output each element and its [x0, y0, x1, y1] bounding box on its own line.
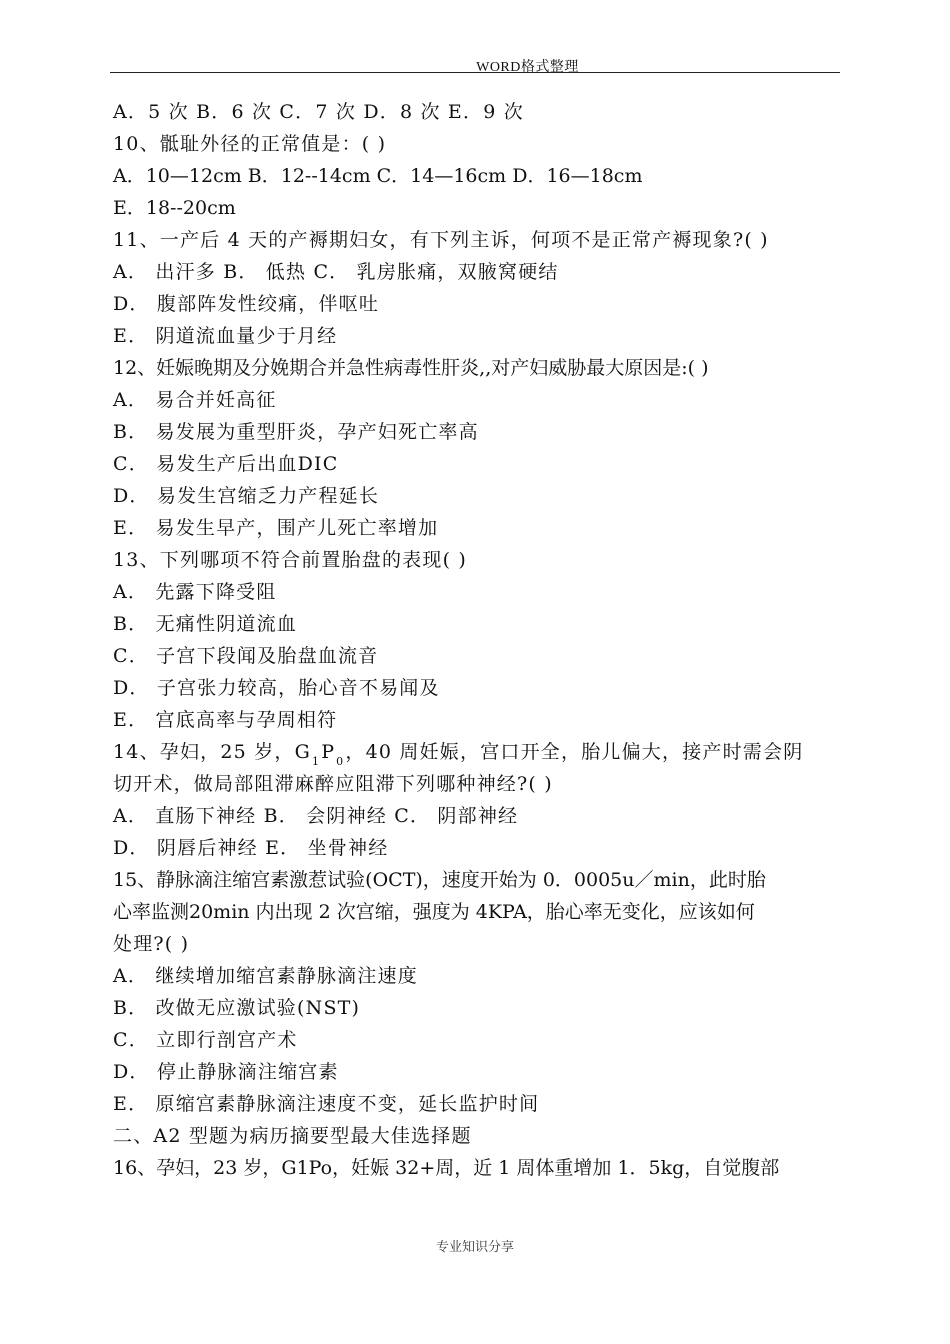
q9-options: A．5 次 B．6 次 C．7 次 D．8 次 E．9 次 — [113, 101, 524, 123]
q14-para-letter: P — [321, 741, 336, 763]
q11-option-e: E． 阴道流血量少于月经 — [113, 325, 338, 347]
q13-stem: 13、下列哪项不符合前置胎盘的表现( ) — [113, 549, 468, 571]
q14-stem-suffix: ，40 周妊娠，宫口开全，胎儿偏大，接产时需会阴 — [345, 741, 804, 763]
q15-option-b: B． 改做无应激试验(NST) — [113, 997, 361, 1019]
q14-gravida-subscript: 1 — [311, 755, 321, 768]
q14-stem-line-2: 切开术，做局部阻滞麻醉应阻滞下列哪种神经?( ) — [113, 773, 553, 795]
page-footer: 专业知识分享 — [435, 1240, 514, 1255]
q15-option-e: E． 原缩宫素静脉滴注速度不变，延长监护时间 — [113, 1093, 540, 1115]
q14-options-line-1: A． 直肠下神经 B． 会阴神经 C． 阴部神经 — [113, 805, 519, 827]
page-header-title: WORD格式整理 — [476, 60, 579, 75]
q15-stem-line-1: 15、静脉滴注缩宫素激惹试验(OCT)，速度开始为 0．0005u／min，此时胎 — [113, 869, 766, 891]
q15-stem-line-3: 处理?( ) — [113, 933, 190, 955]
q14-options-line-2: D． 阴唇后神经 E． 坐骨神经 — [113, 837, 389, 859]
q13-option-c: C． 子宫下段闻及胎盘血流音 — [113, 645, 379, 667]
q10-options-line-2: E．18--20cm — [113, 197, 236, 219]
q12-option-e: E． 易发生早产，围产儿死亡率增加 — [113, 517, 439, 539]
q14-para-subscript: 0 — [336, 755, 345, 768]
q14-stem-prefix: 14、孕妇，25 岁，G — [113, 741, 311, 763]
q12-option-c: C． 易发生产后出血DIC — [113, 453, 339, 475]
q15-option-d: D． 停止静脉滴注缩宫素 — [113, 1061, 339, 1083]
q13-option-d: D． 子宫张力较高，胎心音不易闻及 — [113, 677, 440, 699]
section-a2-heading: 二、A2 型题为病历摘要型最大佳选择题 — [113, 1125, 472, 1147]
header-divider — [110, 72, 840, 73]
q12-option-d: D． 易发生宫缩乏力产程延长 — [113, 485, 380, 507]
q13-option-e: E． 宫底高率与孕周相符 — [113, 709, 338, 731]
q15-stem-line-2: 心率监测20min 内出现 2 次宫缩，强度为 4KPA，胎心率无变化，应该如何 — [113, 901, 755, 923]
q16-stem-line-1: 16、孕妇，23 岁，G1Po，妊娠 32+周，近 1 周体重增加 1．5kg，自觉腹部 — [113, 1157, 780, 1179]
q11-options-abc: A． 出汗多 B． 低热 C． 乳房胀痛，双腋窝硬结 — [113, 261, 559, 283]
q10-stem: 10、骶耻外径的正常值是：( ) — [113, 133, 387, 155]
q11-stem: 11、一产后 4 天的产褥期妇女，有下列主诉，何项不是正常产褥现象?( ) — [113, 229, 769, 251]
q12-stem: 12、妊娠晚期及分娩期合并急性病毒性肝炎,,对产妇威胁最大原因是:( ) — [113, 357, 709, 379]
q13-option-a: A． 先露下降受阻 — [113, 581, 277, 603]
q11-option-d: D． 腹部阵发性绞痛，伴呕吐 — [113, 293, 380, 315]
q14-stem-line-1 — [113, 736, 843, 768]
q12-option-a: A． 易合并妊高征 — [113, 389, 277, 411]
question-body — [113, 96, 843, 1184]
q13-option-b: B． 无痛性阴道流血 — [113, 613, 298, 635]
q12-option-b: B． 易发展为重型肝炎，孕产妇死亡率高 — [113, 421, 479, 443]
q10-options-line-1: A．10—12cm B．12--14cm C．14—16cm D．16—18cm — [113, 165, 643, 187]
q15-option-a: A． 继续增加缩宫素静脉滴注速度 — [113, 965, 418, 987]
q15-option-c: C． 立即行剖宫产术 — [113, 1029, 298, 1051]
